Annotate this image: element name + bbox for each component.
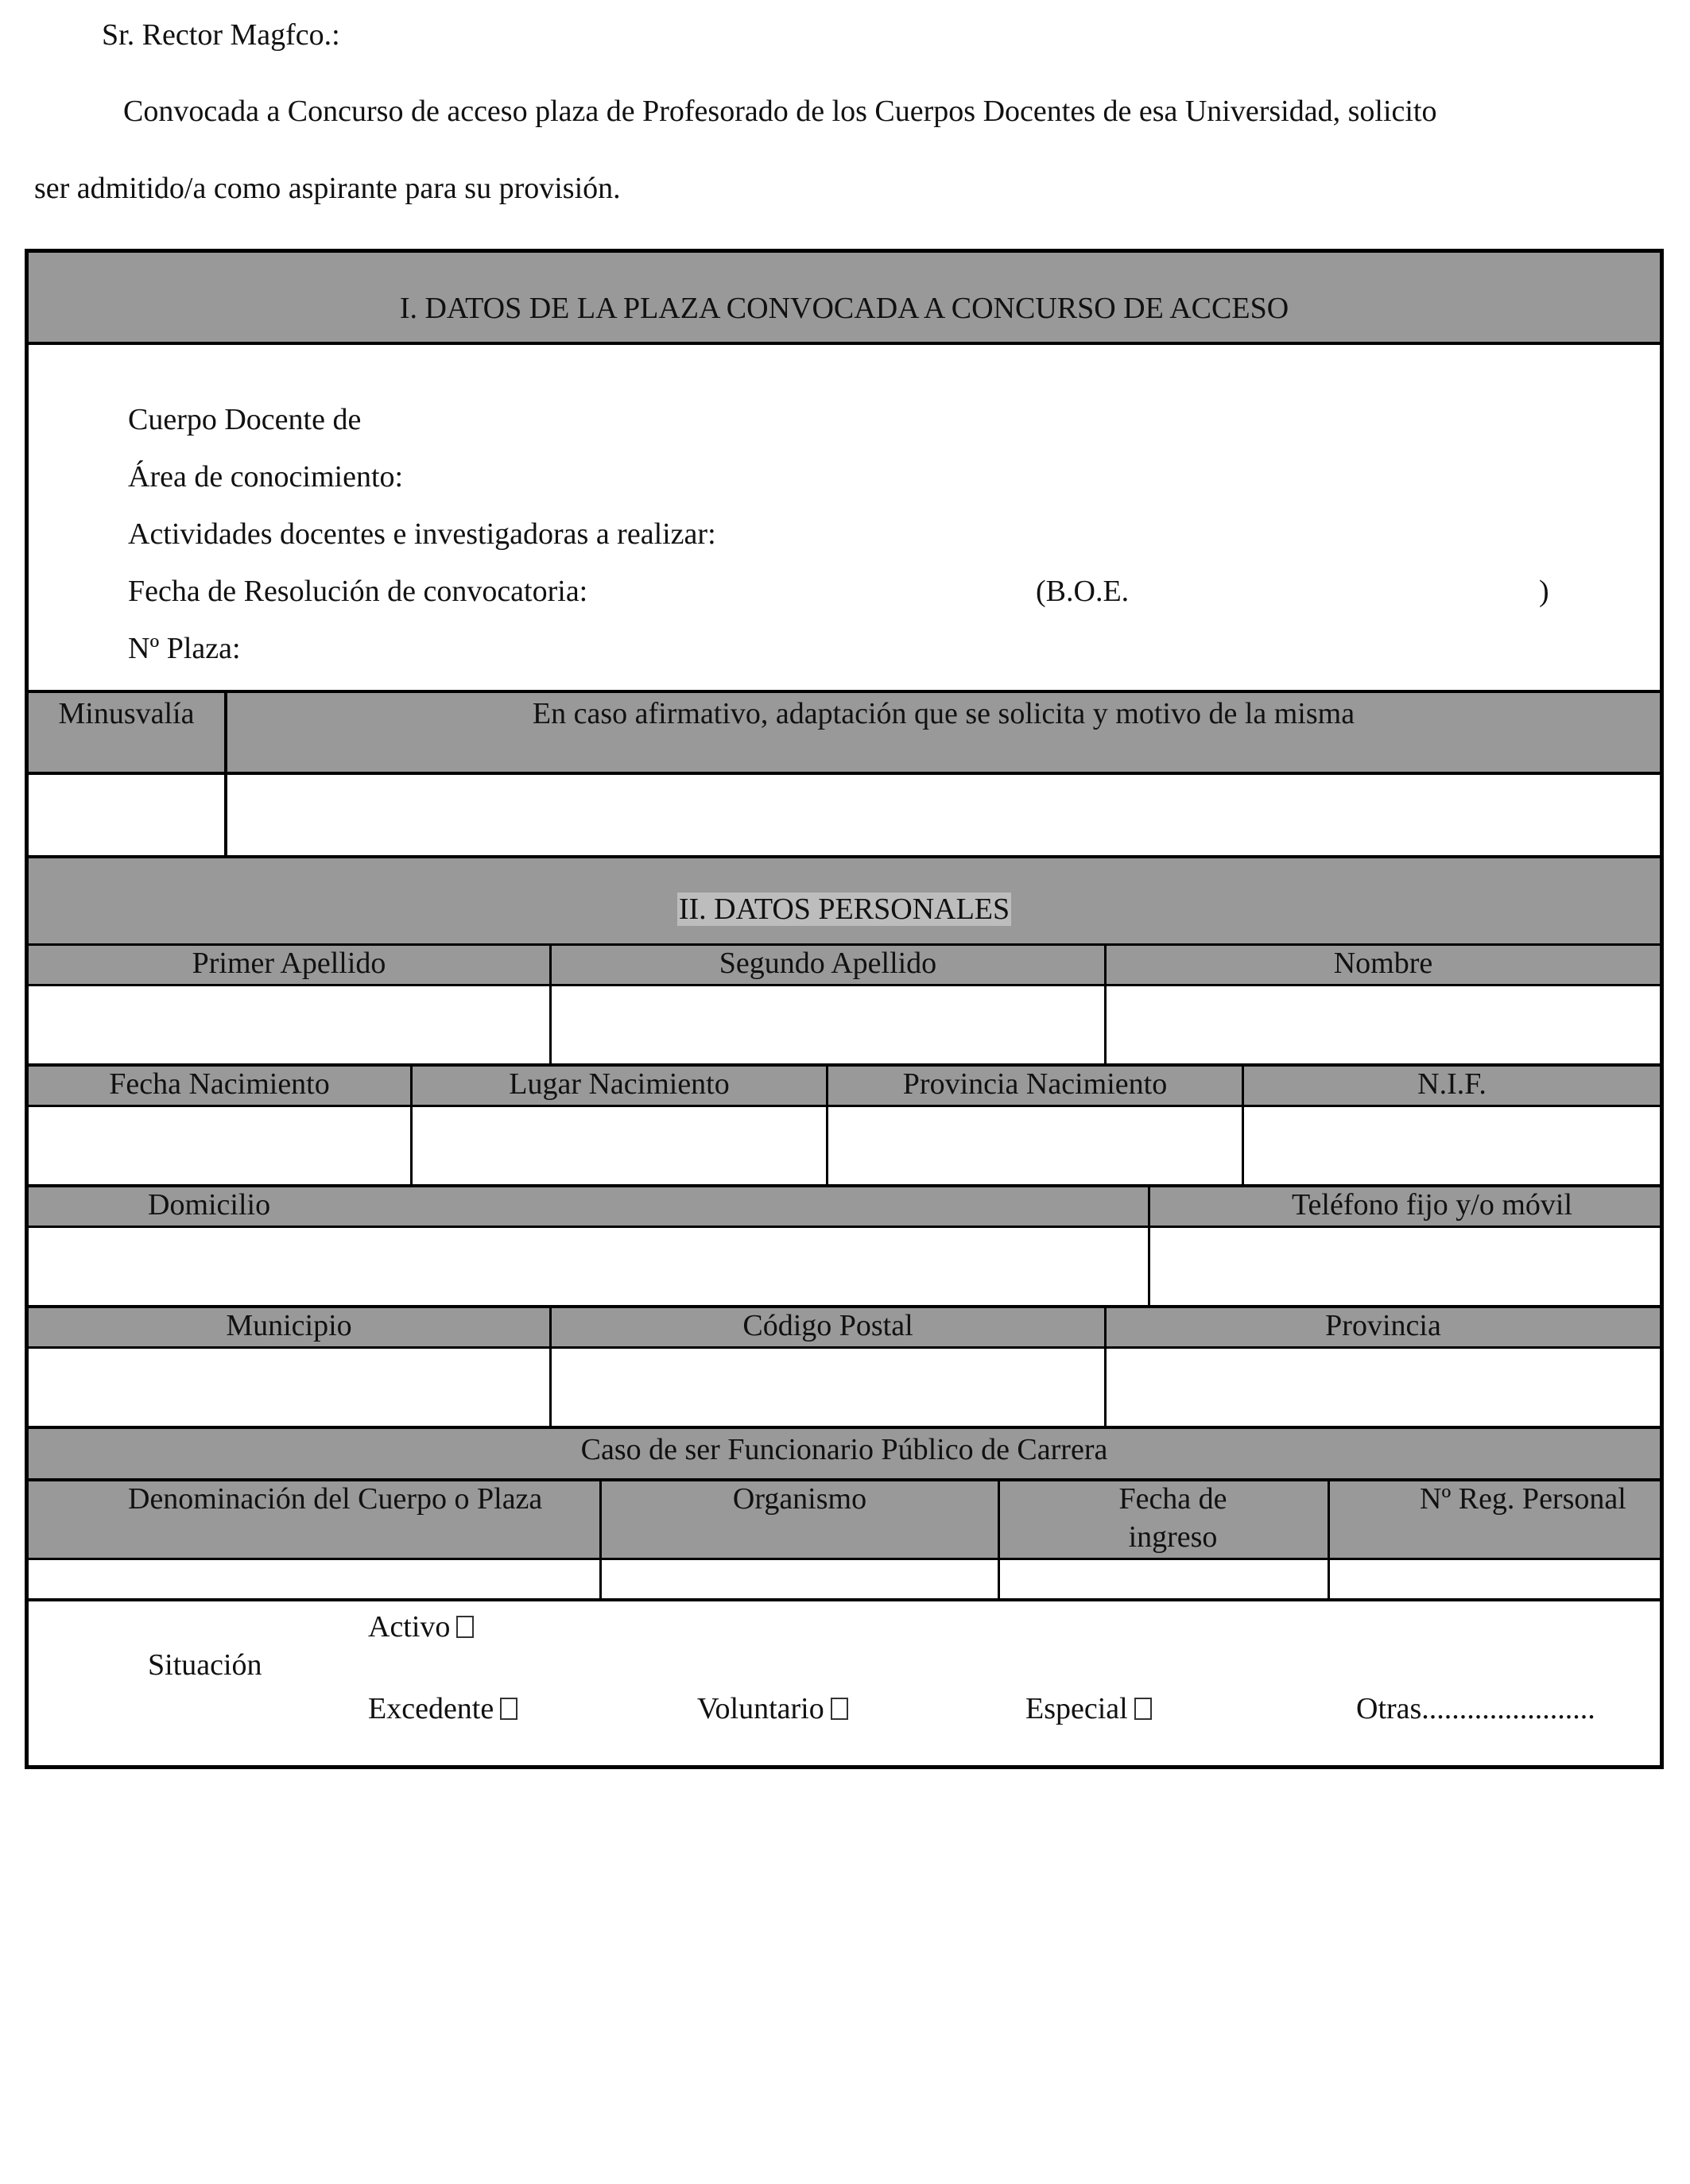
excedente-option[interactable]: [368, 1691, 517, 1726]
lugar-nacimiento-label: Lugar Nacimiento: [509, 1067, 730, 1101]
codigo-postal-label: Código Postal: [742, 1309, 913, 1342]
activo-option[interactable]: [368, 1609, 474, 1644]
telefono-field[interactable]: [1150, 1228, 1660, 1305]
lugar-nacimiento-field[interactable]: [413, 1107, 826, 1184]
voluntario-checkbox[interactable]: [831, 1698, 848, 1720]
denominacion-field[interactable]: [29, 1560, 599, 1598]
minusvalia-field[interactable]: [29, 775, 224, 855]
section-1-title: I. DATOS DE LA PLAZA CONVOCADA A CONCURSO DE ACCESO: [399, 292, 1289, 325]
nif-field[interactable]: [1244, 1107, 1660, 1184]
municipio-field[interactable]: [29, 1349, 549, 1426]
situacion-label: Situación: [148, 1648, 262, 1682]
nombre-label: Nombre: [1333, 947, 1433, 980]
adaptacion-label: En caso afirmativo, adaptación que se solicita y motivo de la misma: [532, 697, 1355, 730]
adaptacion-field[interactable]: [227, 775, 1660, 855]
section-1-header: [29, 253, 1660, 342]
nombre-field[interactable]: [1107, 986, 1660, 1063]
provincia-field[interactable]: [1107, 1349, 1660, 1426]
cuerpo-docente-label: Cuerpo Docente de: [128, 403, 362, 436]
boe-close: ): [1539, 575, 1549, 608]
activo-checkbox[interactable]: [456, 1616, 474, 1638]
municipio-label: Municipio: [226, 1309, 352, 1342]
segundo-apellido-label: Segundo Apellido: [719, 947, 937, 980]
primer-apellido-field[interactable]: [29, 986, 549, 1063]
primer-apellido-label: Primer Apellido: [192, 947, 386, 980]
divider: [29, 342, 1660, 345]
funcionario-title: Caso de ser Funcionario Público de Carrera: [580, 1433, 1108, 1466]
codigo-postal-field[interactable]: [552, 1349, 1104, 1426]
divider: [29, 1598, 1660, 1601]
organismo-label: Organismo: [732, 1482, 867, 1516]
section-2-header: [29, 858, 1660, 943]
reg-personal-label: Nº Reg. Personal: [1420, 1482, 1626, 1516]
otras-field[interactable]: Otras.......................: [1356, 1692, 1595, 1725]
provincia-nacimiento-field[interactable]: [828, 1107, 1242, 1184]
especial-option[interactable]: [1025, 1691, 1152, 1726]
voluntario-option[interactable]: [697, 1691, 848, 1726]
numero-plaza-label: Nº Plaza:: [128, 632, 241, 665]
funcionario-header: [29, 1429, 1660, 1478]
section-2-title: II. DATOS PERSONALES: [678, 893, 1010, 926]
denominacion-label: Denominación del Cuerpo o Plaza: [128, 1482, 543, 1516]
area-conocimiento-label: Área de conocimiento:: [128, 460, 404, 494]
especial-checkbox[interactable]: [1134, 1698, 1152, 1720]
fecha-nacimiento-label: Fecha Nacimiento: [109, 1067, 330, 1101]
provincia-nacimiento-label: Provincia Nacimiento: [902, 1067, 1168, 1101]
activo-label: Activo: [368, 1610, 451, 1644]
organismo-field[interactable]: [602, 1560, 998, 1598]
excedente-checkbox[interactable]: [500, 1698, 517, 1720]
segundo-apellido-field[interactable]: [552, 986, 1104, 1063]
voluntario-label: Voluntario: [697, 1692, 824, 1725]
telefono-label: Teléfono fijo y/o móvil: [1292, 1188, 1573, 1222]
fecha-resolucion-label: Fecha de Resolución de convocatoria:: [128, 575, 588, 608]
nif-label: N.I.F.: [1417, 1067, 1487, 1101]
actividades-label: Actividades docentes e investigadoras a realizar:: [128, 517, 716, 551]
excedente-label: Excedente: [368, 1692, 494, 1725]
section-2-title-wrap: [29, 892, 1660, 927]
application-form: [25, 249, 1664, 1769]
boe-label: (B.O.E.: [1036, 575, 1130, 608]
reg-personal-field[interactable]: [1330, 1560, 1660, 1598]
minusvalia-label: Minusvalía: [58, 697, 195, 730]
fecha-ingreso-field[interactable]: [1000, 1560, 1328, 1598]
fecha-ingreso-label-2: ingreso: [1128, 1520, 1218, 1554]
fecha-nacimiento-field[interactable]: [29, 1107, 410, 1184]
fecha-ingreso-label-1: Fecha de: [1118, 1482, 1227, 1516]
domicilio-label: Domicilio: [148, 1188, 271, 1222]
intro-line-2: ser admitido/a como aspirante para su provisión.: [34, 172, 621, 205]
especial-label: Especial: [1025, 1692, 1128, 1725]
domicilio-field[interactable]: [29, 1228, 1148, 1305]
provincia-label: Provincia: [1325, 1309, 1441, 1342]
salutation: Sr. Rector Magfco.:: [102, 18, 340, 52]
intro-line-1: Convocada a Concurso de acceso plaza de Profesorado de los Cuerpos Docentes de esa Universidad, solicito: [123, 95, 1437, 128]
